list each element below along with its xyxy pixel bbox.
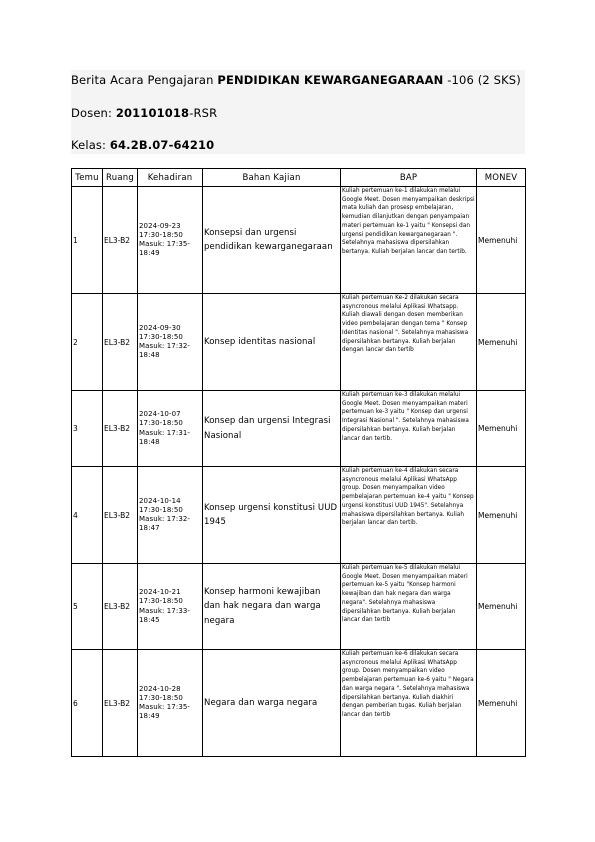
cell-bahan-kajian: Konsep identitas nasional (203, 294, 341, 391)
cell-ruang: EL3-B2 (103, 187, 138, 294)
cell-ruang: EL3-B2 (103, 294, 138, 391)
cell-bap: Kuliah pertemuan ke-1 dilakukan melalui Google Meet. Dosen menyampaikan deskripsi mata kuliah dan prosesp embelajaran, kemudian dilanjutkan dengan penyampaian materi pertemuan ke-1 yaitu " Konsepsi dan urgensi pendidikan kewarganegaraan ". Setelahnya mahasiswa dipersilahkan bertanya. Kuliah berjalan lancar dan tertib. (341, 187, 477, 294)
cell-bahan-kajian: Konsep dan urgensi Integrasi Nasional (203, 391, 341, 467)
cell-temu: 1 (72, 187, 103, 294)
col-header-monev: MONEV (477, 169, 526, 187)
course-code-sks: -106 (2 SKS) (447, 73, 521, 87)
attendance-table (71, 168, 526, 757)
cell-monev: Memenuhi (477, 187, 526, 294)
table-row (72, 467, 526, 564)
table-row (72, 391, 526, 467)
col-header-kehadiran: Kehadiran (138, 169, 203, 187)
cell-kehadiran: 2024-09-23 17:30-18:50 Masuk: 17:35-18:49 (138, 187, 203, 294)
cell-kehadiran: 2024-09-30 17:30-18:50 Masuk: 17:32-18:48 (138, 294, 203, 391)
cell-temu: 4 (72, 467, 103, 564)
cell-bap: Kuliah pertemuan ke-3 dilakukan melalui Google Meet. Dosen menyampaikan materi pertemuan ke-3 yaitu " Konsep dan urgensi Integrasi Nasional ". Setelahnya mahasiswa dipersilahkan bertanya. Kuliah berjalan lancar dan tertib. (341, 391, 477, 467)
cell-temu: 6 (72, 650, 103, 757)
cell-bap: Kuliah pertemuan Ke-2 dilakukan secara asyncronous melalui Aplikasi Whatsapp. Kuliah diawali dengan dosen memberikan video pembelajaran dengan tema " Konsep Identitas nasional ". Setelahnya mahasiswa dipersilahkan bertanya. Kuliah berjalan dengan lancar dan tertib (341, 294, 477, 391)
cell-bahan-kajian: Negara dan warga negara (203, 650, 341, 757)
col-header-temu: Temu (72, 169, 103, 187)
lecturer-id: 201101018 (115, 106, 190, 120)
cell-bap: Kuliah pertemuan ke-6 dilakukan secara asyncronous melalui Aplikasi WhatsApp group. Dosen menyampaikan video pembelajaran pertemuan ke-6 yaitu " Negara dan warga negara ". Setelahnya mahasiswa dipersilahkan bertanya. Kuliah diakhiri dengan pemberian tugas. Kuliah berjalan lancar dan tertib (341, 650, 477, 757)
cell-temu: 5 (72, 564, 103, 650)
lecturer-suffix: -RSR (189, 106, 218, 120)
cell-monev: Memenuhi (477, 294, 526, 391)
cell-bahan-kajian: Konsepsi dan urgensi pendidikan kewarganegaraan (203, 187, 341, 294)
table-row (72, 187, 526, 294)
class-line (71, 138, 214, 152)
table-header-row (72, 169, 526, 187)
table-row (72, 564, 526, 650)
course-name: PENDIDIKAN KEWARGANEGARAAN (217, 73, 444, 87)
cell-temu: 2 (72, 294, 103, 391)
cell-temu: 3 (72, 391, 103, 467)
cell-monev: Memenuhi (477, 564, 526, 650)
cell-kehadiran: 2024-10-14 17:30-18:50 Masuk: 17:32-18:47 (138, 467, 203, 564)
col-header-ruang: Ruang (103, 169, 138, 187)
class-label: Kelas: (71, 138, 107, 152)
cell-bap: Kuliah pertemuan ke-4 dilakukan secara asyncronous melalui Aplikasi WhatsApp group. Dosen menyampaikan video pembelajaran pertemuan ke-4 yaitu " Konsep urgensi konstitusi UUD 1945". Setelahnya mahasiswa dipersilahkan bertanya. Kuliah berjalan lancar dan tertib. (341, 467, 477, 564)
col-header-bap: BAP (341, 169, 477, 187)
cell-ruang: EL3-B2 (103, 564, 138, 650)
cell-ruang: EL3-B2 (103, 467, 138, 564)
cell-bahan-kajian: Konsep harmoni kewajiban dan hak negara dan warga negara (203, 564, 341, 650)
col-header-bahan-kajian: Bahan Kajian (203, 169, 341, 187)
cell-kehadiran: 2024-10-07 17:30-18:50 Masuk: 17:31-18:48 (138, 391, 203, 467)
cell-bap: Kuliah pertemuan ke-5 dilakukan melalui Google Meet. Dosen menyampaikan materi pertemuan ke-5 yaitu "Konsep harmoni kewajiban dan hak negara dan warga negara". Setelahnya mahasiswa dipersilahkan bertanya. Kuliah berjalan lancar dan tertib (341, 564, 477, 650)
cell-monev: Memenuhi (477, 650, 526, 757)
table-row (72, 294, 526, 391)
cell-ruang: EL3-B2 (103, 650, 138, 757)
lecturer-line (71, 106, 217, 120)
cell-bahan-kajian: Konsep urgensi konstitusi UUD 1945 (203, 467, 341, 564)
cell-monev: Memenuhi (477, 391, 526, 467)
cell-ruang: EL3-B2 (103, 391, 138, 467)
cell-kehadiran: 2024-10-21 17:30-18:50 Masuk: 17:33-18:45 (138, 564, 203, 650)
course-title-line (71, 73, 521, 87)
title-prefix: Berita Acara Pengajaran (71, 73, 214, 87)
lecturer-label: Dosen: (71, 106, 113, 120)
cell-monev: Memenuhi (477, 467, 526, 564)
cell-kehadiran: 2024-10-28 17:30-18:50 Masuk: 17:35-18:49 (138, 650, 203, 757)
table-row (72, 650, 526, 757)
class-code: 64.2B.07-64210 (109, 138, 215, 152)
